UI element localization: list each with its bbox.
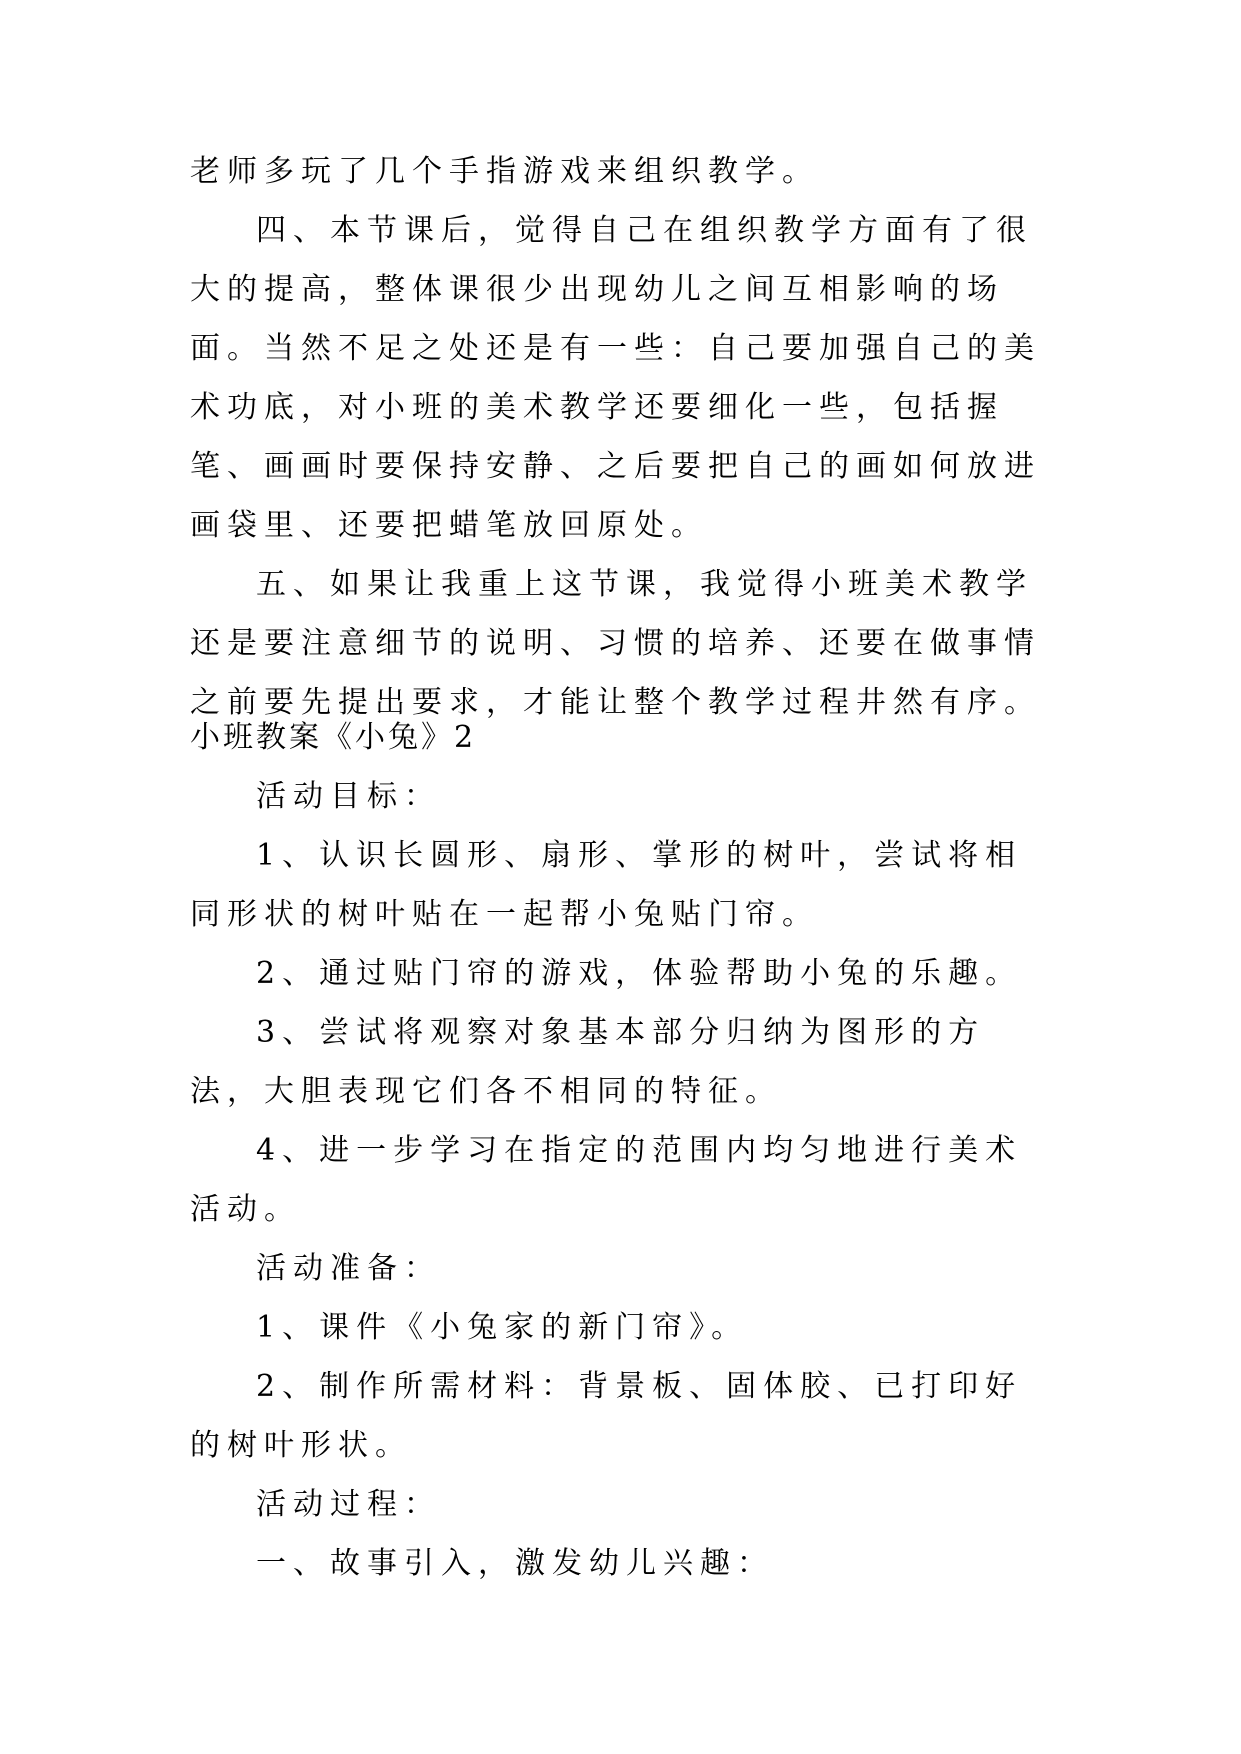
goal-item: 2、通过贴门帘的游戏，体验帮助小兔的乐趣。 <box>256 956 1023 991</box>
paragraph-continuation: 老师多玩了几个手指游戏来组织教学。 <box>190 154 819 189</box>
paragraph-five: 五、如果让我重上这节课，我觉得小班美术教学还是要注意细节的说明、习惯的培养、还要在做事情之前要先提出要求，才能让整个教学过程井然有序。 <box>190 567 1041 720</box>
goals-heading: 活动目标： <box>256 779 441 814</box>
text-section-top <box>190 142 1052 732</box>
goal-item: 3、尝试将观察对象基本部分归纳为图形的方法，大胆表现它们各不相同的特征。 <box>190 1015 986 1109</box>
text-section-lesson <box>190 767 1052 1593</box>
prep-item: 2、制作所需材料：背景板、固体胶、已打印好的树叶形状。 <box>190 1369 1023 1463</box>
paragraph-four: 四、本节课后，觉得自己在组织教学方面有了很大的提高，整体课很少出现幼儿之间互相影响的场面。当然不足之处还是有一些：自己要加强自己的美术功底，对小班的美术教学还要细化一些，包括握笔、画画时要保持安静、之后要把自己的画如何放进画袋里、还要把蜡笔放回原处。 <box>190 213 1041 543</box>
process-heading: 活动过程： <box>256 1487 441 1522</box>
section-title: 小班教案《小兔》2 <box>190 720 477 755</box>
goal-item: 4、进一步学习在指定的范围内均匀地进行美术活动。 <box>190 1133 1023 1227</box>
prep-item: 1、课件《小兔家的新门帘》。 <box>256 1310 749 1345</box>
process-step: 一、故事引入，激发幼儿兴趣： <box>256 1546 774 1581</box>
prep-heading: 活动准备： <box>256 1251 441 1286</box>
goal-item: 1、认识长圆形、扇形、掌形的树叶，尝试将相同形状的树叶贴在一起帮小兔贴门帘。 <box>190 838 1023 932</box>
